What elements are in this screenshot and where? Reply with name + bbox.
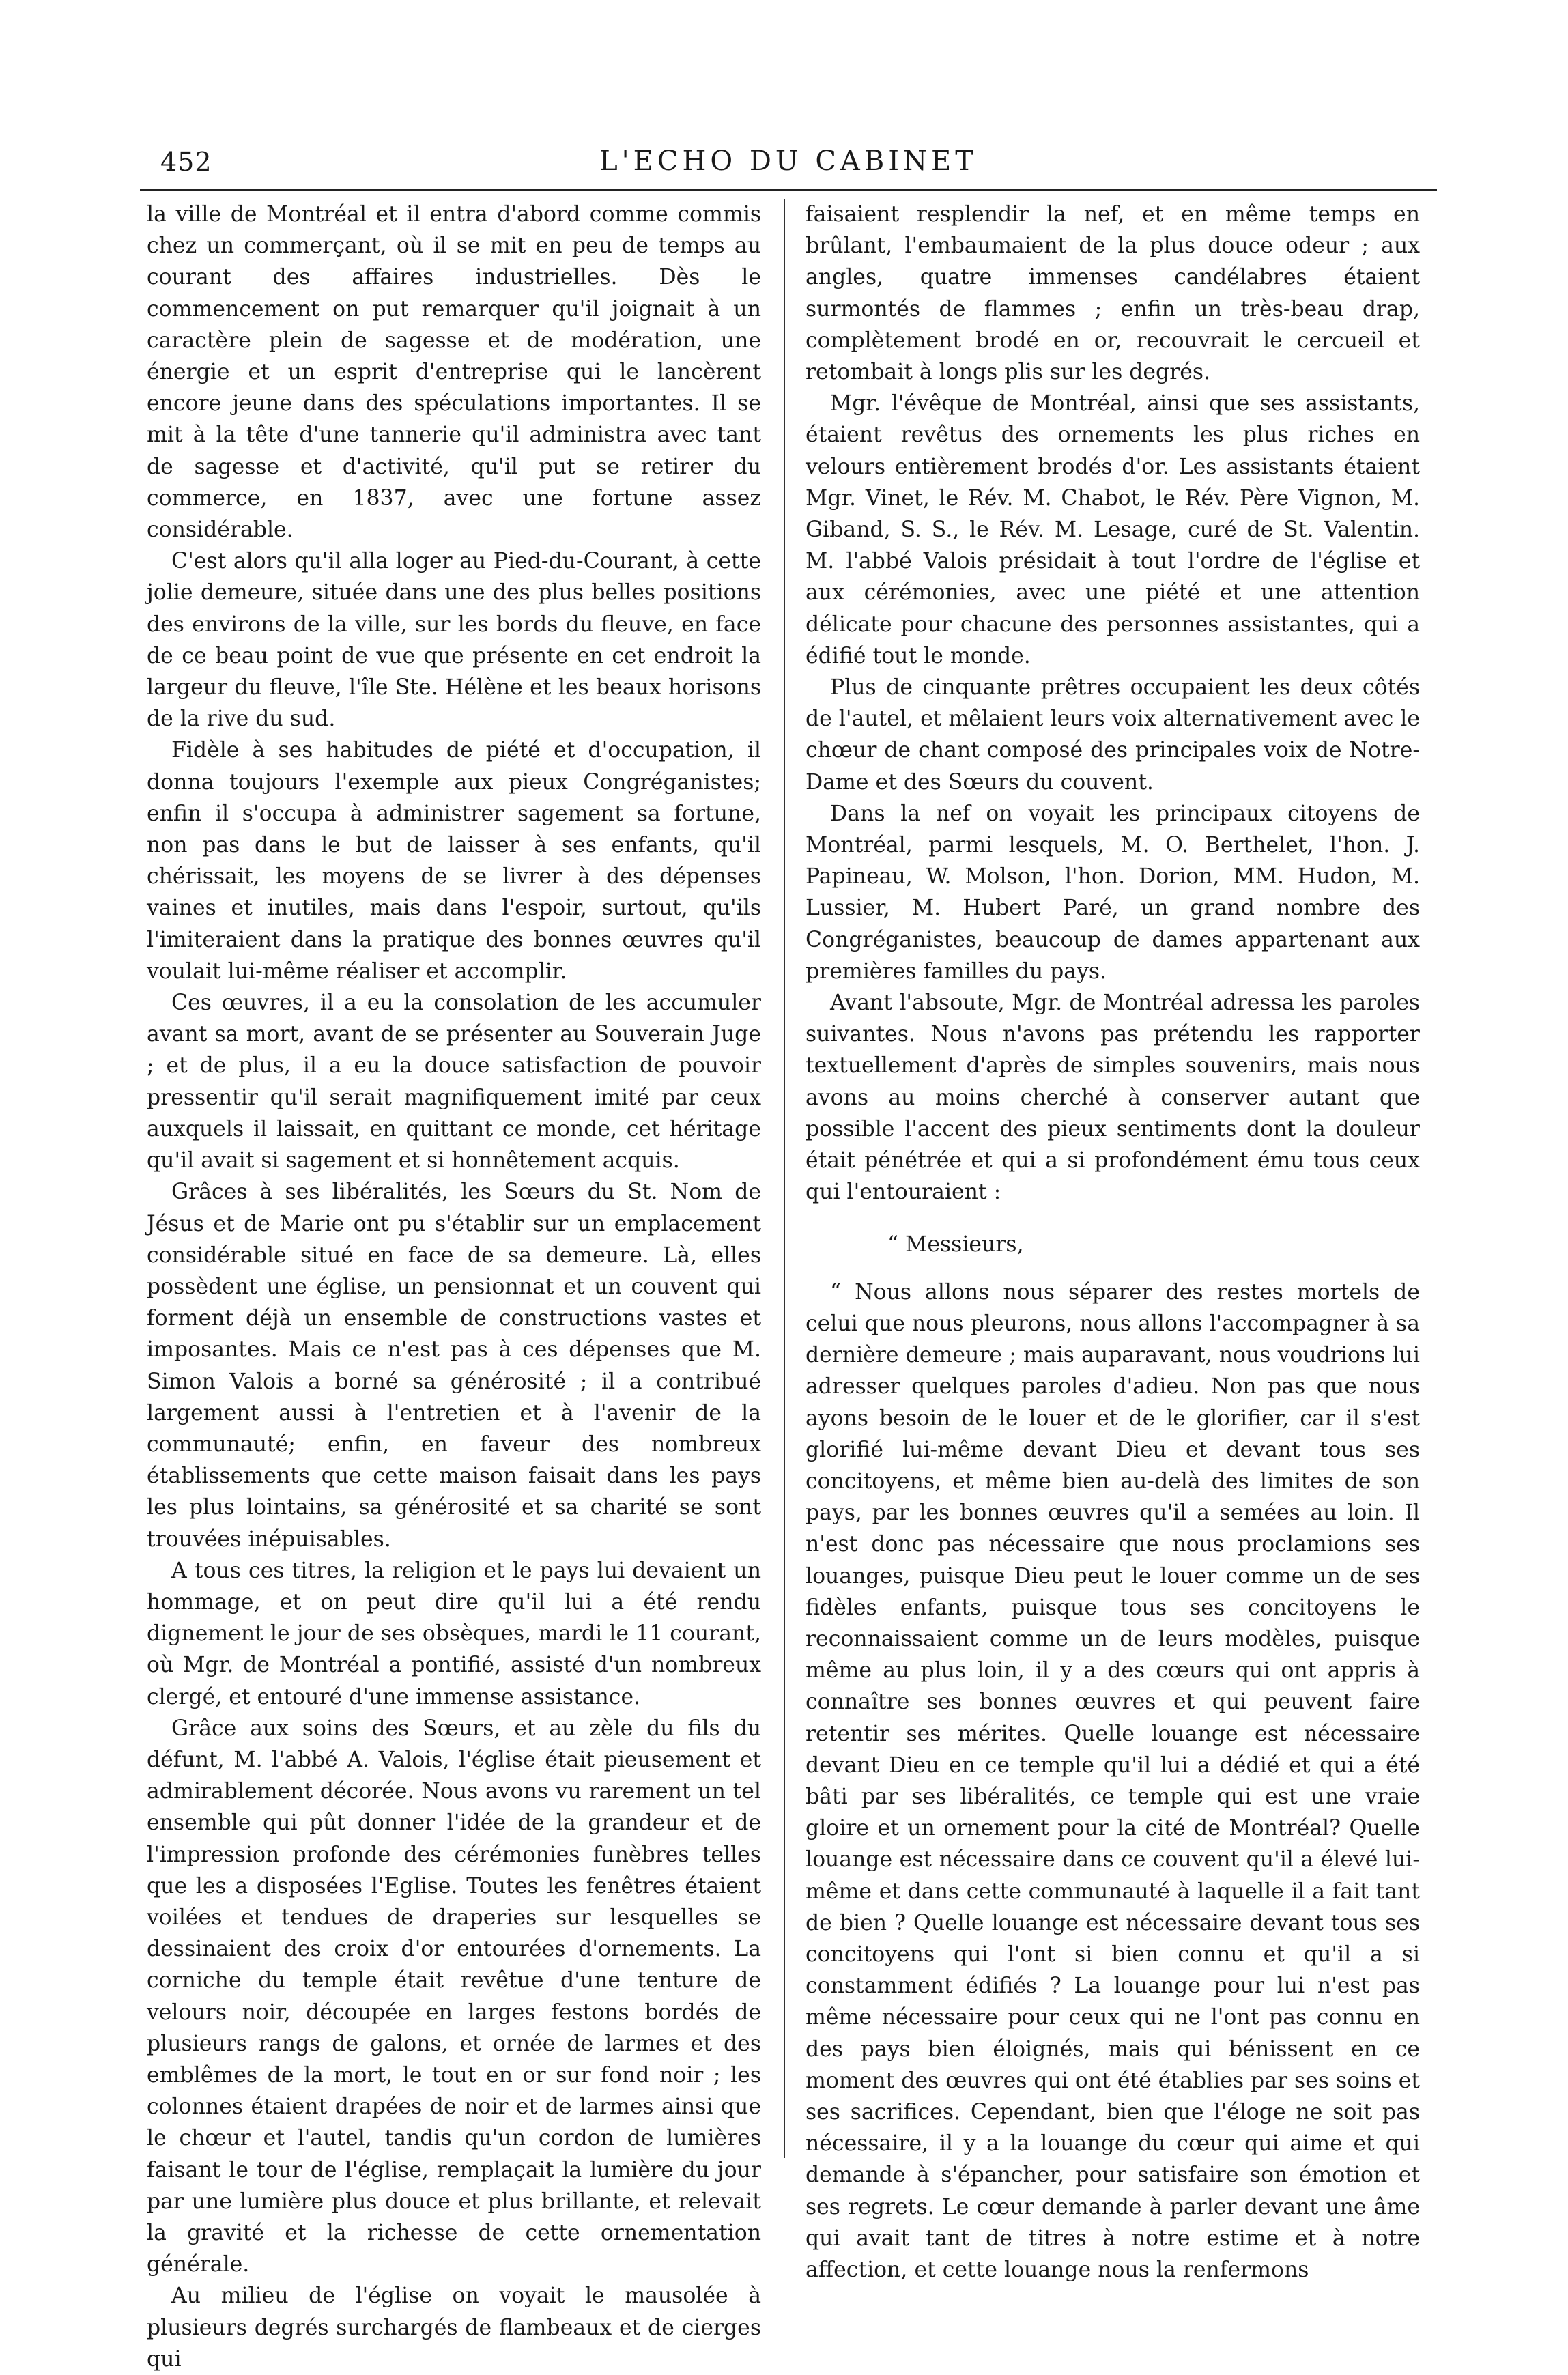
paragraph: Dans la nef on voyait les principaux citoyens de Montréal, parmi lesquels, M. O. Berthelet, l'hon. J. Papineau, W. Molson, l'hon. Dorion, MM. Hudon, M. Lussier, M. Hubert Paré, un grand nombre des Congréganistes, beaucoup de dames appartenant aux premières familles du pays. [806,801,1420,984]
page-header [140,140,1437,188]
paragraph: Fidèle à ses habitudes de piété et d'occupation, il donna toujours l'exemple aux pieux Congréganistes; enfin il s'occupa à administrer sagement sa fortune, non pas dans le but de laisser à ses enfants, qu'il chérissait, les moyens de se livrer à des dépenses vaines et inutiles, mais dans l'espoir, surtout, qu'ils l'imiteraient dans la pratique des bonnes œuvres qu'il voulait lui-même réaliser et accomplir. [147,738,761,984]
speech-paragraph: “ Nous allons nous séparer des restes mortels de celui que nous pleurons, nous allons l'accompagner à sa dernière demeure ; mais auparavant, nous voudrions lui adresser quelques paroles d'adieu. Non pas que nous ayons besoin de le louer et de le glorifier, car il s'est glorifié lui-même devant Dieu et devant tous ses concitoyens, et même bien au-delà des limites de son pays, par les bonnes œuvres qu'il a semées au loin. Il n'est donc pas nécessaire que nous proclamions ses louanges, puisque Dieu peut le louer comme un de ses fidèles enfants, puisque tous ses concitoyens le reconnaissaient comme un de leurs modèles, puisque même au plus loin, il y a des cœurs qui ont appris à connaître ses bonnes œuvres et qui peuvent faire retentir ses mérites. Quelle louange est nécessaire devant Dieu en ce temple qu'il lui a dédié et qui a été bâti par ses libéralités, ce temple qui est une vraie gloire et un ornement pour la cité de Montréal? Quelle louange est nécessaire dans ce couvent qu'il a élevé lui-même et dans cette communauté à laquelle il a fait tant de bien ? Quelle louange est nécessaire devant tous ses concitoyens qui l'ont si bien connu et qu'il a si constamment édifiés ? La louange pour lui n'est pas même nécessaire pour ceux qui ne l'ont pas connu en des pays bien éloignés, mais qui bénissent en ce moment des œuvres qui ont été établies par ses soins et ses sacrifices. Cependant, bien que l'éloge ne soit pas nécessaire, il y a la louange du cœur qui aime et qui demande à s'épancher, pour satisfaire son émotion et ses regrets. Le cœur demande à parler devant une âme qui avait tant de titres à notre estime et à notre affection, et cette louange nous la renfermons [806,1279,1420,2282]
paragraph: Plus de cinquante prêtres occupaient les deux côtés de l'autel, et mêlaient leurs voix alternativement avec le chœur de chant composé des principales voix de Notre-Dame et des Sœurs du couvent. [806,675,1420,795]
paragraph: faisaient resplendir la nef, et en même temps en brûlant, l'embaumaient de la plus douce odeur ; aux angles, quatre immenses candélabres étaient surmontés de flammes ; enfin un très-beau drap, complètement brodé en or, recouvrait le cercueil et retombait à longs plis sur les degrés. [806,202,1420,385]
paragraph: A tous ces titres, la religion et le pays lui devaient un hommage, et on peut dire qu'il lui a été rendu dignement le jour de ses obsèques, mardi le 11 courant, où Mgr. de Montréal a pontifié, assisté d'un nombreux clergé, et entouré d'une immense assistance. [147,1558,761,1709]
page-number: 452 [160,147,212,177]
right-column [806,199,1420,2282]
paragraph: Avant l'absoute, Mgr. de Montréal adressa les paroles suivantes. Nous n'avons pas prétendu les rapporter textuellement d'après de simples souvenirs, mais nous avons au moins cherché à conserver autant que possible l'accent des pieux sentiments dont la douleur était pénétrée et qui a si profondément ému tous ceux qui l'entouraient : [806,991,1420,1205]
paragraph: Ces œuvres, il a eu la consolation de les accumuler avant sa mort, avant de se présenter au Souverain Juge ; et de plus, il a eu la douce satisfaction de pouvoir pressentir qu'il serait magnifiquement imité par ceux auxquels il laissait, en quittant ce monde, cet héritage qu'il avait si sagement et si honnêtement acquis. [147,991,761,1174]
paragraph: Mgr. l'évêque de Montréal, ainsi que ses assistants, étaient revêtus des ornements les plus riches en velours entièrement brodés d'or. Les assistants étaient Mgr. Vinet, le Rév. M. Chabot, le Rév. Père Vignon, M. Giband, S. S., le Rév. M. Lesage, curé de St. Valentin. M. l'abbé Valois présidait à tout l'ordre de l'église et aux cérémonies, avec une piété et une attention délicate pour chacune des personnes assistantes, qui a édifié tout le monde. [806,391,1420,668]
paragraph: Grâces à ses libéralités, les Sœurs du St. Nom de Jésus et de Marie ont pu s'établir sur un emplacement considérable situé en face de sa demeure. Là, elles possèdent une église, un pensionnat et un couvent qui forment déjà un ensemble de constructions vastes et imposantes. Mais ce n'est pas à ces dépenses que M. Simon Valois a borné sa générosité ; il a contribué largement aussi à l'entretien et à l'avenir de la communauté; enfin, en faveur des nombreux établissements que cette maison faisait dans les pays les plus lointains, sa générosité et sa charité se sont trouvées inépuisables. [147,1180,761,1552]
paragraph: Au milieu de l'église on voyait le mausolée à plusieurs degrés surchargés de flambeaux et de cierges qui [147,2284,761,2372]
left-column [147,199,761,2372]
paragraph: Grâce aux soins des Sœurs, et au zèle du fils du défunt, M. l'abbé A. Valois, l'église était pieusement et admirablement décorée. Nous avons vu rarement un tel ensemble qui pût donner l'idée de la grandeur et de l'impression profonde des cérémonies funèbres telles que les a disposées l'Eglise. Toutes les fenêtres étaient voilées et tendues de draperies sur lesquelles se dessinaient des croix d'or entourées d'ornements. La corniche du temple était revêtue d'une tenture de velours noir, découpée en larges festons bordés de plusieurs rangs de galons, et ornée de larmes et des emblêmes de la mort, le tout en or sur fond noir ; les colonnes étaient drapées de noir et de larmes ainsi que le chœur et l'autel, tandis qu'un cordon de lumières faisant le tour de l'église, remplaçait la lumière du jour par une lumière plus douce et plus brillante, et relevait la gravité et la richesse de cette ornementation générale. [147,1716,761,2277]
paragraph: la ville de Montréal et il entra d'abord comme commis chez un commerçant, où il se mit en peu de temps au courant des affaires industrielles. Dès le commencement on put remarquer qu'il joignait à un caractère plein de sagesse et de modération, une énergie et un esprit d'entreprise qui le lancèrent encore jeune dans des spéculations importantes. Il se mit à la tête d'une tannerie qu'il administra avec tant de sagesse et d'activité, qu'il put se retirer du commerce, en 1837, avec une fortune assez considérable. [147,202,761,543]
newspaper-page [140,140,1437,2372]
speech-salutation: “ Messieurs, [887,1232,1024,1257]
column-divider [784,199,785,2158]
paragraph: C'est alors qu'il alla loger au Pied-du-Courant, à cette jolie demeure, située dans une des plus belles positions des environs de la ville, sur les bords du fleuve, en face de ce beau point de vue que présente en cet endroit la largeur du fleuve, l'île Ste. Hélène et les beaux horisons de la rive du sud. [147,549,761,732]
running-title: L'ECHO DU CABINET [599,145,978,177]
header-rule [140,189,1437,191]
